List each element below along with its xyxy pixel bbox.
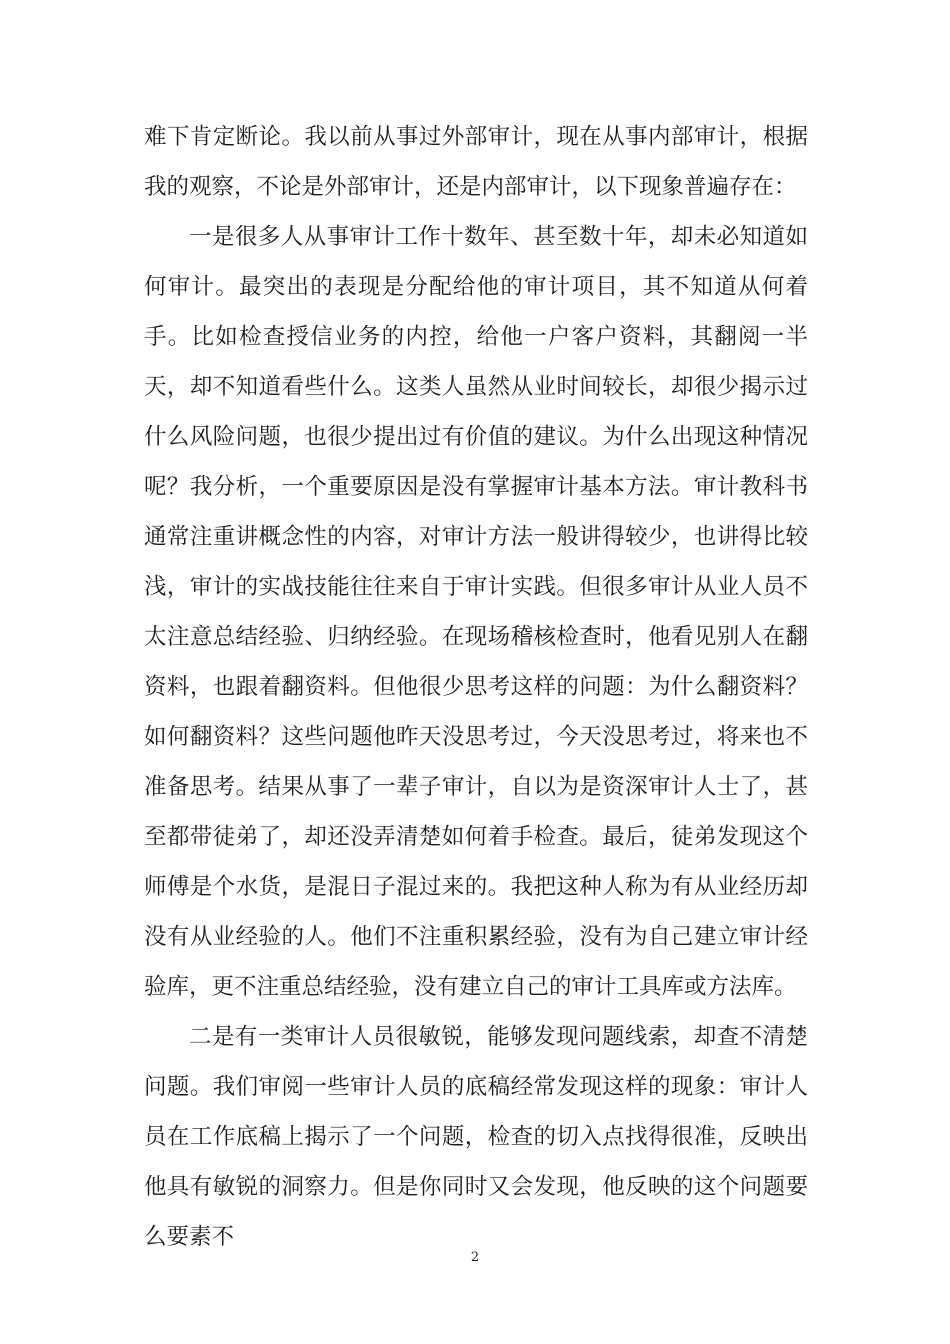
paragraph-3: 二是有一类审计人员很敏锐，能够发现问题线索，却查不清楚问题。我们审阅一些审计人员的底稿经常发现这样的现象：审计人员在工作底稿上揭示了一个问题，检查的切入点找得很准，反映出他具有敏锐的洞察力。但是你同时又会发现，他反映的这个问题要么要素不 [144,1024,808,1250]
body-text [144,112,808,1262]
paragraph-2: 一是很多人从事审计工作十数年、甚至数十年，却未必知道如何审计。最突出的表现是分配给他的审计项目，其不知道从何着手。比如检查授信业务的内控，给他一户客户资料，其翻阅一半天，却不知道看些什么。这类人虽然从业时间较长，却很少揭示过什么风险问题，也很少提出过有价值的建议。为什么出现这种情况呢？我分析，一个重要原因是没有掌握审计基本方法。审计教科书通常注重讲概念性的内容，对审计方法一般讲得较少，也讲得比较浅，审计的实战技能往往来自于审计实践。但很多审计从业人员不太注意总结经验、归纳经验。在现场稽核检查时，他看见别人在翻资料，也跟着翻资料。但他很少思考这样的问题：为什么翻资料？如何翻资料？这些问题他昨天没思考过，今天没思考过，将来也不准备思考。结果从事了一辈子审计，自以为是资深审计人士了，甚至都带徒弟了，却还没弄清楚如何着手检查。最后，徒弟发现这个师傅是个水货，是混日子混过来的。我把这种人称为有从业经历却没有从业经验的人。他们不注重积累经验，没有为自己建立审计经验库，更不注重总结经验，没有建立自己的审计工具库或方法库。 [144,224,808,1000]
page-number: 2 [470,1250,480,1265]
paragraph-1: 难下肯定断论。我以前从事过外部审计，现在从事内部审计，根据我的观察，不论是外部审计，还是内部审计，以下现象普遍存在： [144,124,808,200]
